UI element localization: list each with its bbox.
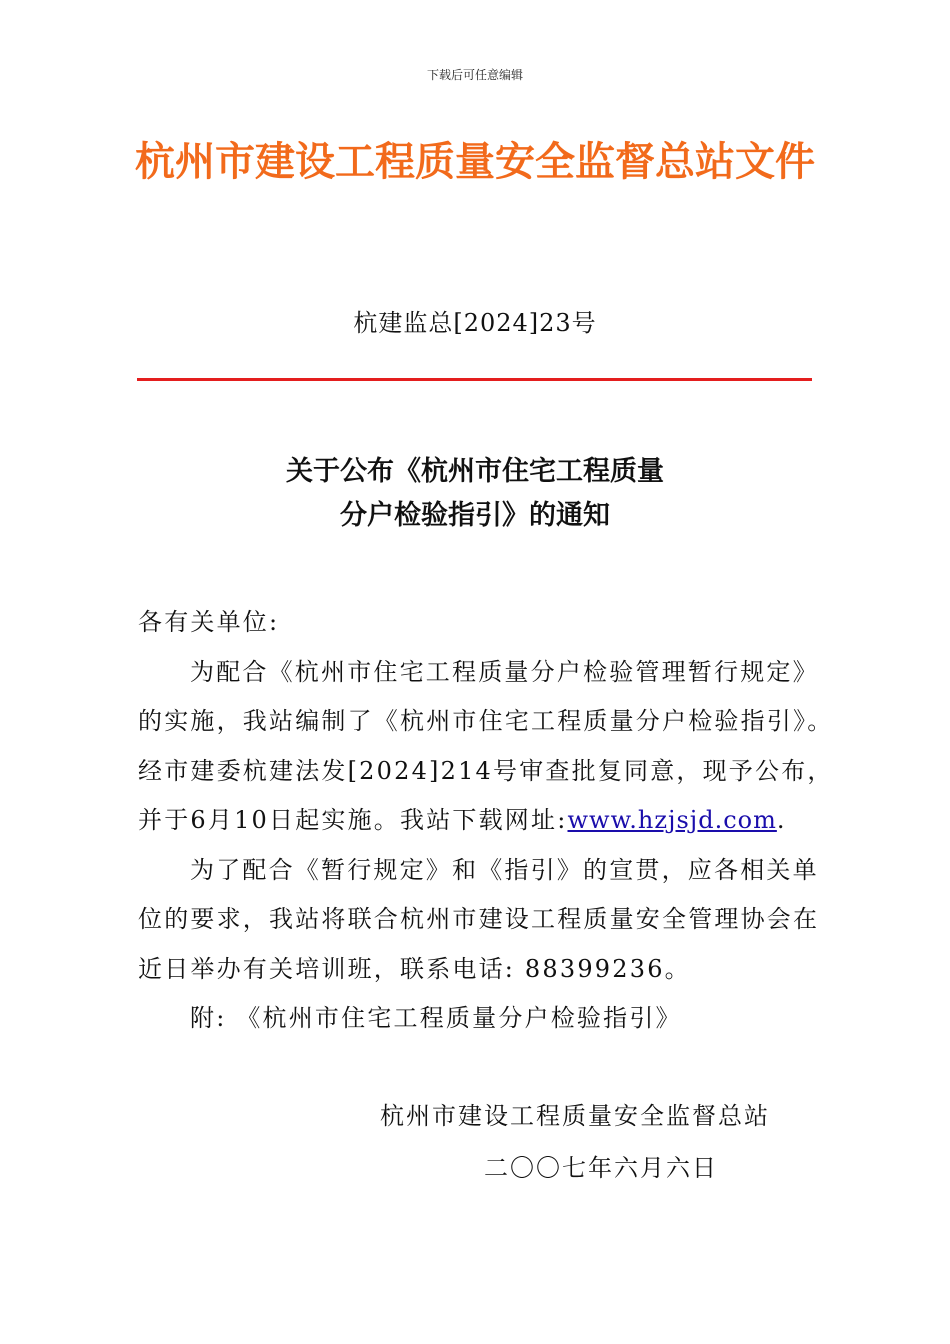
notice-body — [138, 598, 838, 1044]
paragraph-2: 为了配合《暂行规定》和《指引》的宣贯，应各相关单位的要求，我站将联合杭州市建设工程质量安全管理协会在近日举办有关培训班，联系电话: 88399236。 — [138, 855, 820, 983]
attachment-line: 附: 《杭州市住宅工程质量分户检验指引》 — [190, 1004, 682, 1032]
signoff-organization: 杭州市建设工程质量安全监督总站 — [380, 1102, 770, 1130]
notice-title-line-2: 分户检验指引》的通知 — [340, 500, 610, 531]
document-number: 杭建监总[2024]23号 — [353, 309, 597, 337]
paragraph-1-text: 为配合《杭州市住宅工程质量分户检验管理暂行规定》的实施，我站编制了《杭州市住宅工程质量分户检验指引》。经市建委杭建法发[2024]214号审查批复同意，现予公布，并于6月10日起实施。我站下载网址: — [138, 657, 834, 834]
salutation: 各有关单位: — [138, 608, 280, 636]
signoff-date: 二〇〇七年六月六日 — [484, 1154, 718, 1182]
document-title: 杭州市建设工程质量安全监督总站文件 — [135, 139, 815, 185]
website-link[interactable]: www.hzjsjd.com — [567, 806, 777, 834]
red-divider — [137, 378, 812, 381]
notice-title — [0, 450, 950, 538]
paragraph-1-end: . — [776, 806, 787, 834]
header-note: 下载后可任意编辑 — [426, 68, 523, 82]
paragraph-1 — [138, 648, 838, 846]
notice-title-line-1: 关于公布《杭州市住宅工程质量 — [286, 456, 664, 487]
